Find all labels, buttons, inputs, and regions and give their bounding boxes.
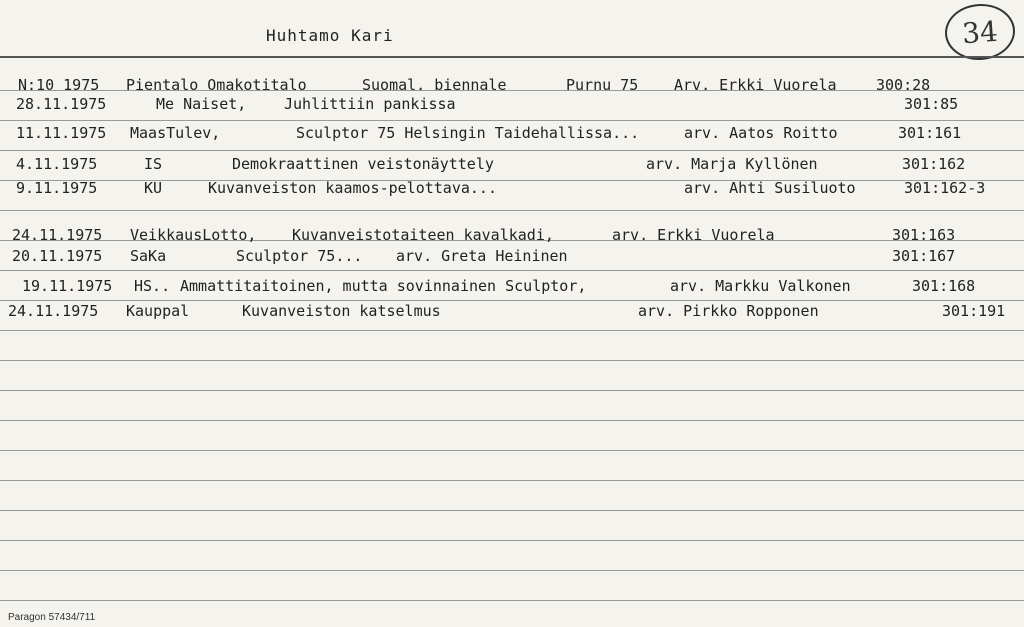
- entry-ref: 301:161: [898, 124, 962, 142]
- entry-ref: 301:85: [904, 95, 959, 113]
- entry-date: 24.11.1975: [12, 226, 103, 244]
- entry-row: [0, 155, 1024, 177]
- card-footer: Paragon 57434/711: [8, 612, 96, 623]
- entry-date: 4.11.1975: [16, 155, 98, 173]
- entry-ref: 300:28: [876, 76, 931, 94]
- entry-source: SaKa: [130, 247, 167, 265]
- ruled-line: [0, 480, 1024, 481]
- entry-reviewer: arv. Ahti Susiluoto: [684, 179, 856, 197]
- entry-title: Kuvanveistotaiteen kavalkadi,: [292, 226, 554, 244]
- entry-title: Sculptor 75...: [236, 247, 363, 265]
- entry-ref: 301:162: [902, 155, 966, 173]
- entry-reviewer: arv. Markku Valkonen: [670, 277, 851, 295]
- entry-reviewer: Arv. Erkki Vuorela: [674, 76, 837, 94]
- ruled-line: [0, 210, 1024, 211]
- entry-ref: 301:191: [942, 302, 1006, 320]
- entry-reviewer: arv. Marja Kyllönen: [646, 155, 818, 173]
- ruled-line: [0, 330, 1024, 331]
- entry-source: KU: [144, 179, 163, 197]
- entry-title: Sculptor 75 Helsingin Taidehallissa...: [296, 124, 640, 142]
- entry-ref: 301:163: [892, 226, 956, 244]
- ruled-line: [0, 390, 1024, 391]
- ruled-line: [0, 300, 1024, 301]
- ruled-line: [0, 600, 1024, 601]
- entry-source: VeikkausLotto,: [130, 226, 257, 244]
- entry-row: [0, 226, 1024, 248]
- entry-date: 11.11.1975: [16, 124, 107, 142]
- entry-ref: 301:162-3: [904, 179, 986, 197]
- ruled-line: [0, 540, 1024, 541]
- entry-date: 9.11.1975: [16, 179, 98, 197]
- entry-date: 24.11.1975: [8, 302, 99, 320]
- entry-source: Me Naiset,: [156, 95, 247, 113]
- card-number-circle: 34: [943, 2, 1017, 63]
- entry-row: [0, 247, 1024, 269]
- entry-source: IS: [144, 155, 163, 173]
- card-name: Huhtamo Kari: [266, 26, 394, 45]
- ruled-line: [0, 510, 1024, 511]
- entry-date: N:10 1975: [18, 76, 100, 94]
- entry-reviewer: arv. Aatos Roitto: [684, 124, 838, 142]
- entry-title: Demokraattinen veistonäyttely: [232, 155, 494, 173]
- entry-title: Kuvanveiston kaamos-pelottava...: [208, 179, 497, 197]
- ruled-line: [0, 270, 1024, 271]
- entry-ref: 301:168: [912, 277, 976, 295]
- ruled-line: [0, 120, 1024, 121]
- ruled-line: [0, 150, 1024, 151]
- entry-reviewer: arv. Pirkko Ropponen: [638, 302, 819, 320]
- ruled-line: [0, 360, 1024, 361]
- entry-source: HS..: [134, 277, 171, 295]
- entry-reviewer: arv. Erkki Vuorela: [612, 226, 775, 244]
- entry-reviewer: arv. Greta Heininen: [396, 247, 568, 265]
- header-rule: [0, 56, 1024, 58]
- entry-source: Kauppal: [126, 302, 190, 320]
- entry-date: 20.11.1975: [12, 247, 103, 265]
- ruled-line: [0, 450, 1024, 451]
- entry-title: Juhlittiin pankissa: [284, 95, 456, 113]
- entry-source: Pientalo Omakotitalo: [126, 76, 307, 94]
- ruled-line: [0, 420, 1024, 421]
- entry-date: 28.11.1975: [16, 95, 107, 113]
- entry-title: Ammattitaitoinen, mutta sovinnainen Sculptor,: [180, 277, 587, 295]
- entry-extra: Purnu 75: [566, 76, 639, 94]
- entry-source: MaasTulev,: [130, 124, 221, 142]
- entry-title: Kuvanveiston katselmus: [242, 302, 441, 320]
- entry-row: [0, 95, 1024, 117]
- entry-row: [0, 277, 1024, 299]
- entry-row: [0, 302, 1024, 324]
- ruled-line: [0, 570, 1024, 571]
- entry-row: [0, 124, 1024, 146]
- entry-row: [0, 179, 1024, 201]
- entry-ref: 301:167: [892, 247, 956, 265]
- entry-title: Suomal. biennale: [362, 76, 507, 94]
- entry-date: 19.11.1975: [22, 277, 113, 295]
